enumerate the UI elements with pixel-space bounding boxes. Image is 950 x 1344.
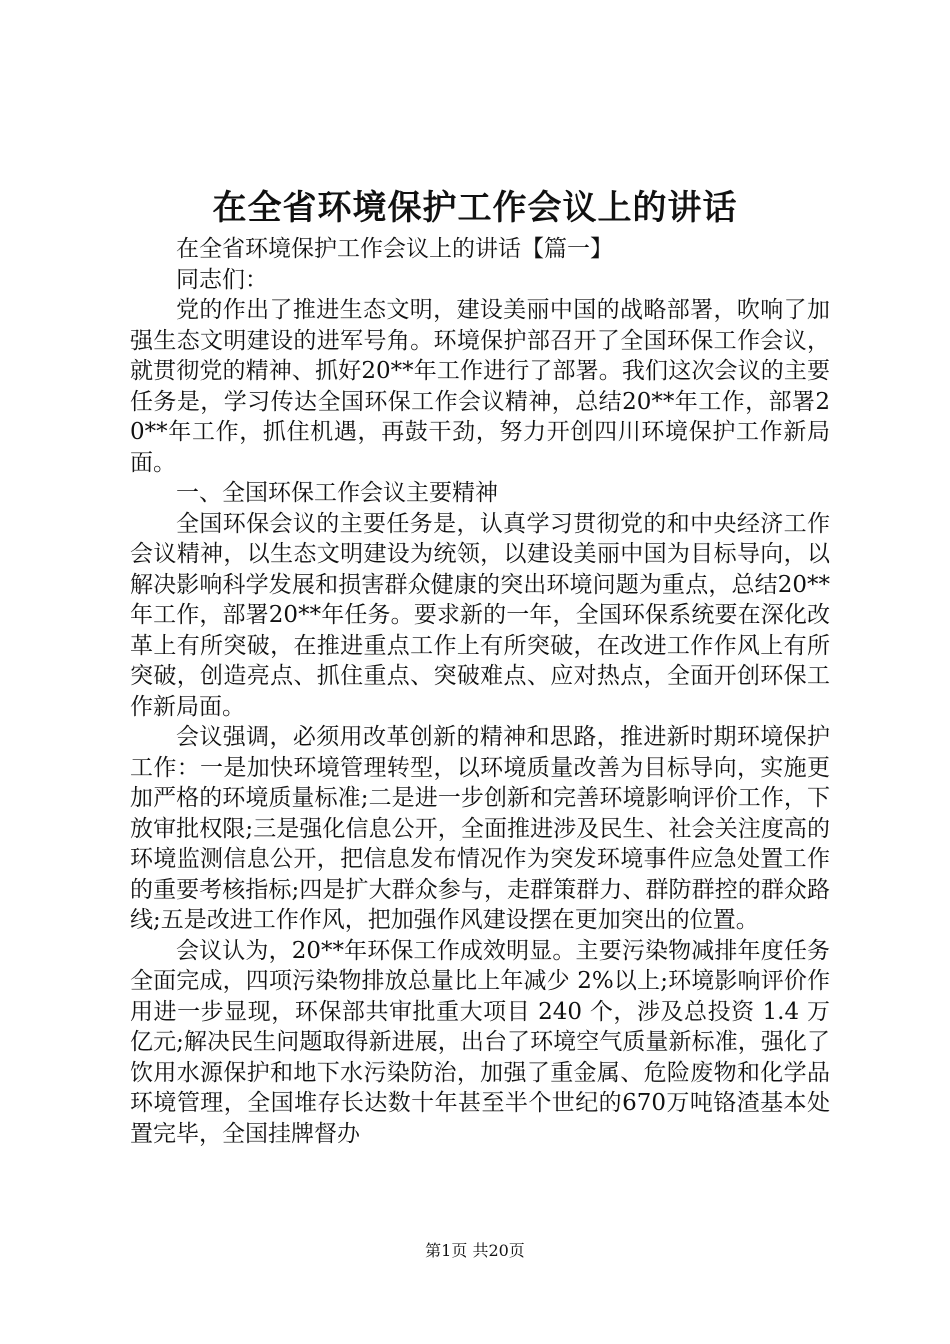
page-number-footer: 第1页 共20页 xyxy=(425,1241,525,1260)
body-paragraph: 党的作出了推进生态文明，建设美丽中国的战略部署，吹响了加强生态文明建设的进军号角。环境保护部召开了全国环保工作会议，就贯彻党的精神、抓好20**年工作进行了部署。我们这次会议的主要任务是，学习传达全国环保工作会议精神，总结20**年工作，部署20**年工作，抓住机遇，再鼓干劲，努力开创四川环境保护工作新局面。 xyxy=(130,297,830,476)
body-paragraph: 会议认为，20**年环保工作成效明显。主要污染物减排年度任务全面完成，四项污染物排放总量比上年减少 2%以上;环境影响评价作用进一步显现，环保部共审批重大项目 240 个，涉及总投资 1.4 万亿元;解决民生问题取得新进展，出台了环境空气质量新标准，强化了饮用水源保护和地下水污染防治，加强了重金属、危险废物和化学品环境管理，全国堆存长达数十年甚至半个世纪的670万吨铬渣基本处置完毕，全国挂牌督办 xyxy=(130,937,830,1147)
body-paragraph: 会议强调，必须用改革创新的精神和思路，推进新时期环境保护工作：一是加快环境管理转型，以环境质量改善为目标导向，实施更加严格的环境质量标准;二是进一步创新和完善环境影响评价工作，下放审批权限;三是强化信息公开，全面推进涉及民生、社会关注度高的环境监测信息公开，把信息发布情况作为突发环境事件应急处置工作的重要考核指标;四是扩大群众参与，走群策群力、群防群控的群众路线;五是改进工作作风，把加强作风建设摆在更加突出的位置。 xyxy=(130,724,830,933)
section-heading: 在全省环境保护工作会议上的讲话【篇一】 xyxy=(176,236,613,262)
body-paragraph: 全国环保会议的主要任务是，认真学习贯彻党的和中央经济工作会议精神，以生态文明建设为统领，以建设美丽中国为目标导向，以解决影响科学发展和损害群众健康的突出环境问题为重点，总结20**年工作，部署20**年任务。要求新的一年，全国环保系统要在深化改革上有所突破，在推进重点工作上有所突破，在改进工作作风上有所突破，创造亮点、抓住重点、突破难点、应对热点，全面开创环保工作新局面。 xyxy=(130,510,830,720)
document-title: 在全省环境保护工作会议上的讲话 xyxy=(212,188,738,228)
subsection-heading: 一、全国环保工作会议主要精神 xyxy=(176,480,498,506)
salutation: 同志们： xyxy=(176,266,268,293)
document-body xyxy=(130,234,830,1149)
